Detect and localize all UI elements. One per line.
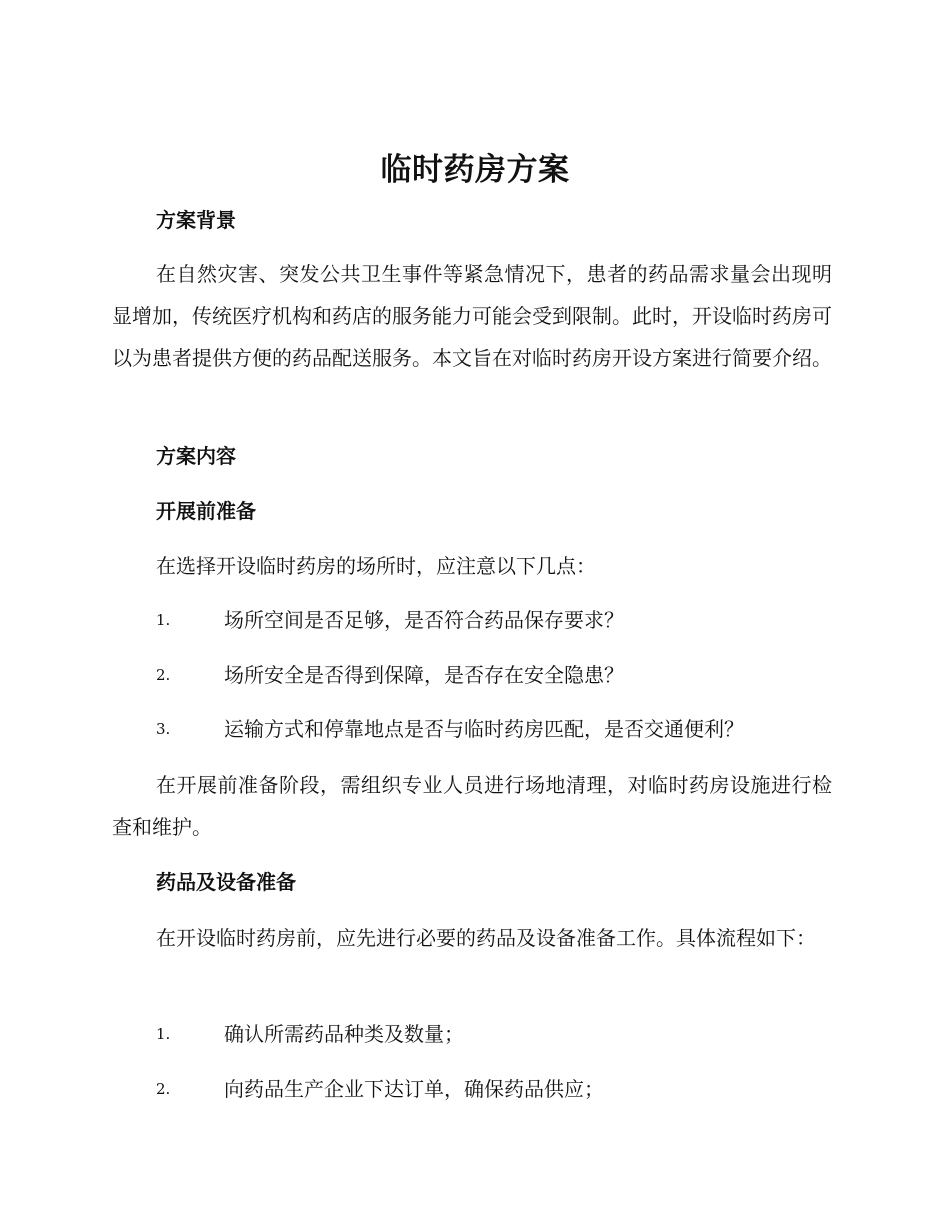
heading-equipment: 药品及设备准备 <box>156 870 296 894</box>
list-item-text: 场所空间是否足够，是否符合药品保存要求？ <box>224 608 624 632</box>
list-item-number: 2. <box>156 666 171 684</box>
heading-content: 方案内容 <box>156 444 236 468</box>
list-item-text: 向药品生产企业下达订单，确保药品供应； <box>224 1077 604 1101</box>
document-title: 临时药房方案 <box>380 152 570 188</box>
list-item-text: 确认所需药品种类及数量； <box>224 1022 464 1046</box>
list-item-number: 2. <box>156 1080 171 1098</box>
list-item-number: 1. <box>156 1025 171 1043</box>
list-item-text: 运输方式和停靠地点是否与临时药房匹配，是否交通便利？ <box>224 717 744 741</box>
list-item-number: 1. <box>156 611 171 629</box>
paragraph-preparation-closing: 在开展前准备阶段，需组织专业人员进行场地清理，对临时药房设施进行检查和维护。 <box>112 773 832 839</box>
paragraph-equipment-intro: 在开设临时药房前，应先进行必要的药品及设备准备工作。具体流程如下： <box>156 926 816 950</box>
list-item-text: 场所安全是否得到保障，是否存在安全隐患？ <box>224 663 624 687</box>
heading-preparation: 开展前准备 <box>156 499 256 523</box>
paragraph-background: 在自然灾害、突发公共卫生事件等紧急情况下，患者的药品需求量会出现明显增加，传统医疗机构和药店的服务能力可能会受到限制。此时，开设临时药房可以为患者提供方便的药品配送服务。本文旨在对临时药房开设方案进行简要介绍。 <box>112 262 832 370</box>
list-item-number: 3. <box>156 720 171 738</box>
heading-background: 方案背景 <box>156 208 236 232</box>
preparation-intro: 在选择开设临时药房的场所时，应注意以下几点： <box>156 554 596 578</box>
